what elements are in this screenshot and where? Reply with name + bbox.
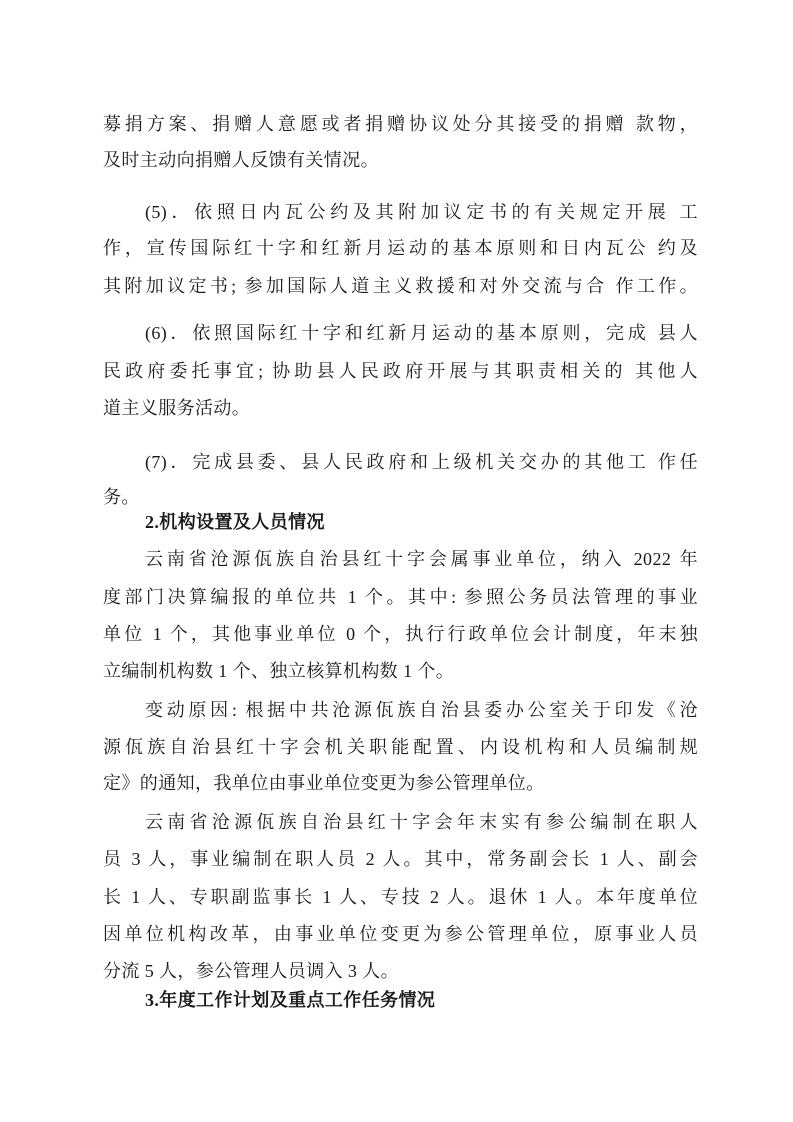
text-line: 分流 5 人，参公管理人员调入 3 人。 — [103, 961, 399, 981]
section-heading-2: 2.机构设置及人员情况 — [145, 512, 325, 532]
text-line: 其附加议定书; 参加国际人道主义救援和对外交流与合 作工作。 — [103, 276, 698, 296]
text-line: 源佤族自治县红十字会机关职能配置、内设机构和人员编制规 — [103, 737, 698, 757]
text-line: 务。 — [103, 487, 140, 507]
text-line: 单位 1 个，其他事业单位 0 个，执行行政单位会计制度，年末独 — [103, 624, 698, 644]
text-line: 云南省沧源佤族自治县红十字会属事业单位，纳入 2022 年 — [145, 549, 698, 569]
text-line: 道主义服务活动。 — [103, 398, 251, 418]
section-heading-3: 3.年度工作计划及重点工作任务情况 — [145, 990, 436, 1010]
text-line: 作，宣传国际红十字和红新月运动的基本原则和日内瓦公 约及 — [103, 238, 698, 258]
text-line: 员 3 人，事业编制在职人员 2 人。其中，常务副会长 1 人、副会 — [103, 849, 698, 869]
text-line: 及时主动向捐赠人反馈有关情况。 — [103, 150, 379, 170]
list-item-7: (7)．完成县委、县人民政府和上级机关交办的其他工 作任 — [145, 452, 698, 472]
text-line: 长 1 人、专职副监事长 1 人、专技 2 人。退休 1 人。本年度单位 — [103, 887, 698, 907]
text-line: 云南省沧源佤族自治县红十字会年末实有参公编制在职人 — [145, 812, 698, 832]
text-line: 立编制机构数 1 个、独立核算机构数 1 个。 — [103, 661, 455, 681]
text-line: 募捐方案、捐赠人意愿或者捐赠协议处分其接受的捐赠 款物， — [103, 114, 698, 134]
text-line: 民政府委托事宜; 协助县人民政府开展与其职责相关的 其他人 — [103, 361, 698, 381]
text-line: 度部门决算编报的单位共 1 个。其中: 参照公务员法管理的事业 — [103, 587, 698, 607]
text-line: 变动原因: 根据中共沧源佤族自治县委办公室关于印发《沧 — [145, 700, 698, 720]
text-line: 因单位机构改革，由事业单位变更为参公管理单位，原事业人员 — [103, 924, 698, 944]
list-item-5: (5)．依照日内瓦公约及其附加议定书的有关规定开展 工 — [145, 202, 698, 222]
list-item-6: (6)．依照国际红十字和红新月运动的基本原则，完成 县人 — [145, 323, 698, 343]
text-line: 定》的通知，我单位由事业单位变更为参公管理单位。 — [103, 773, 545, 793]
